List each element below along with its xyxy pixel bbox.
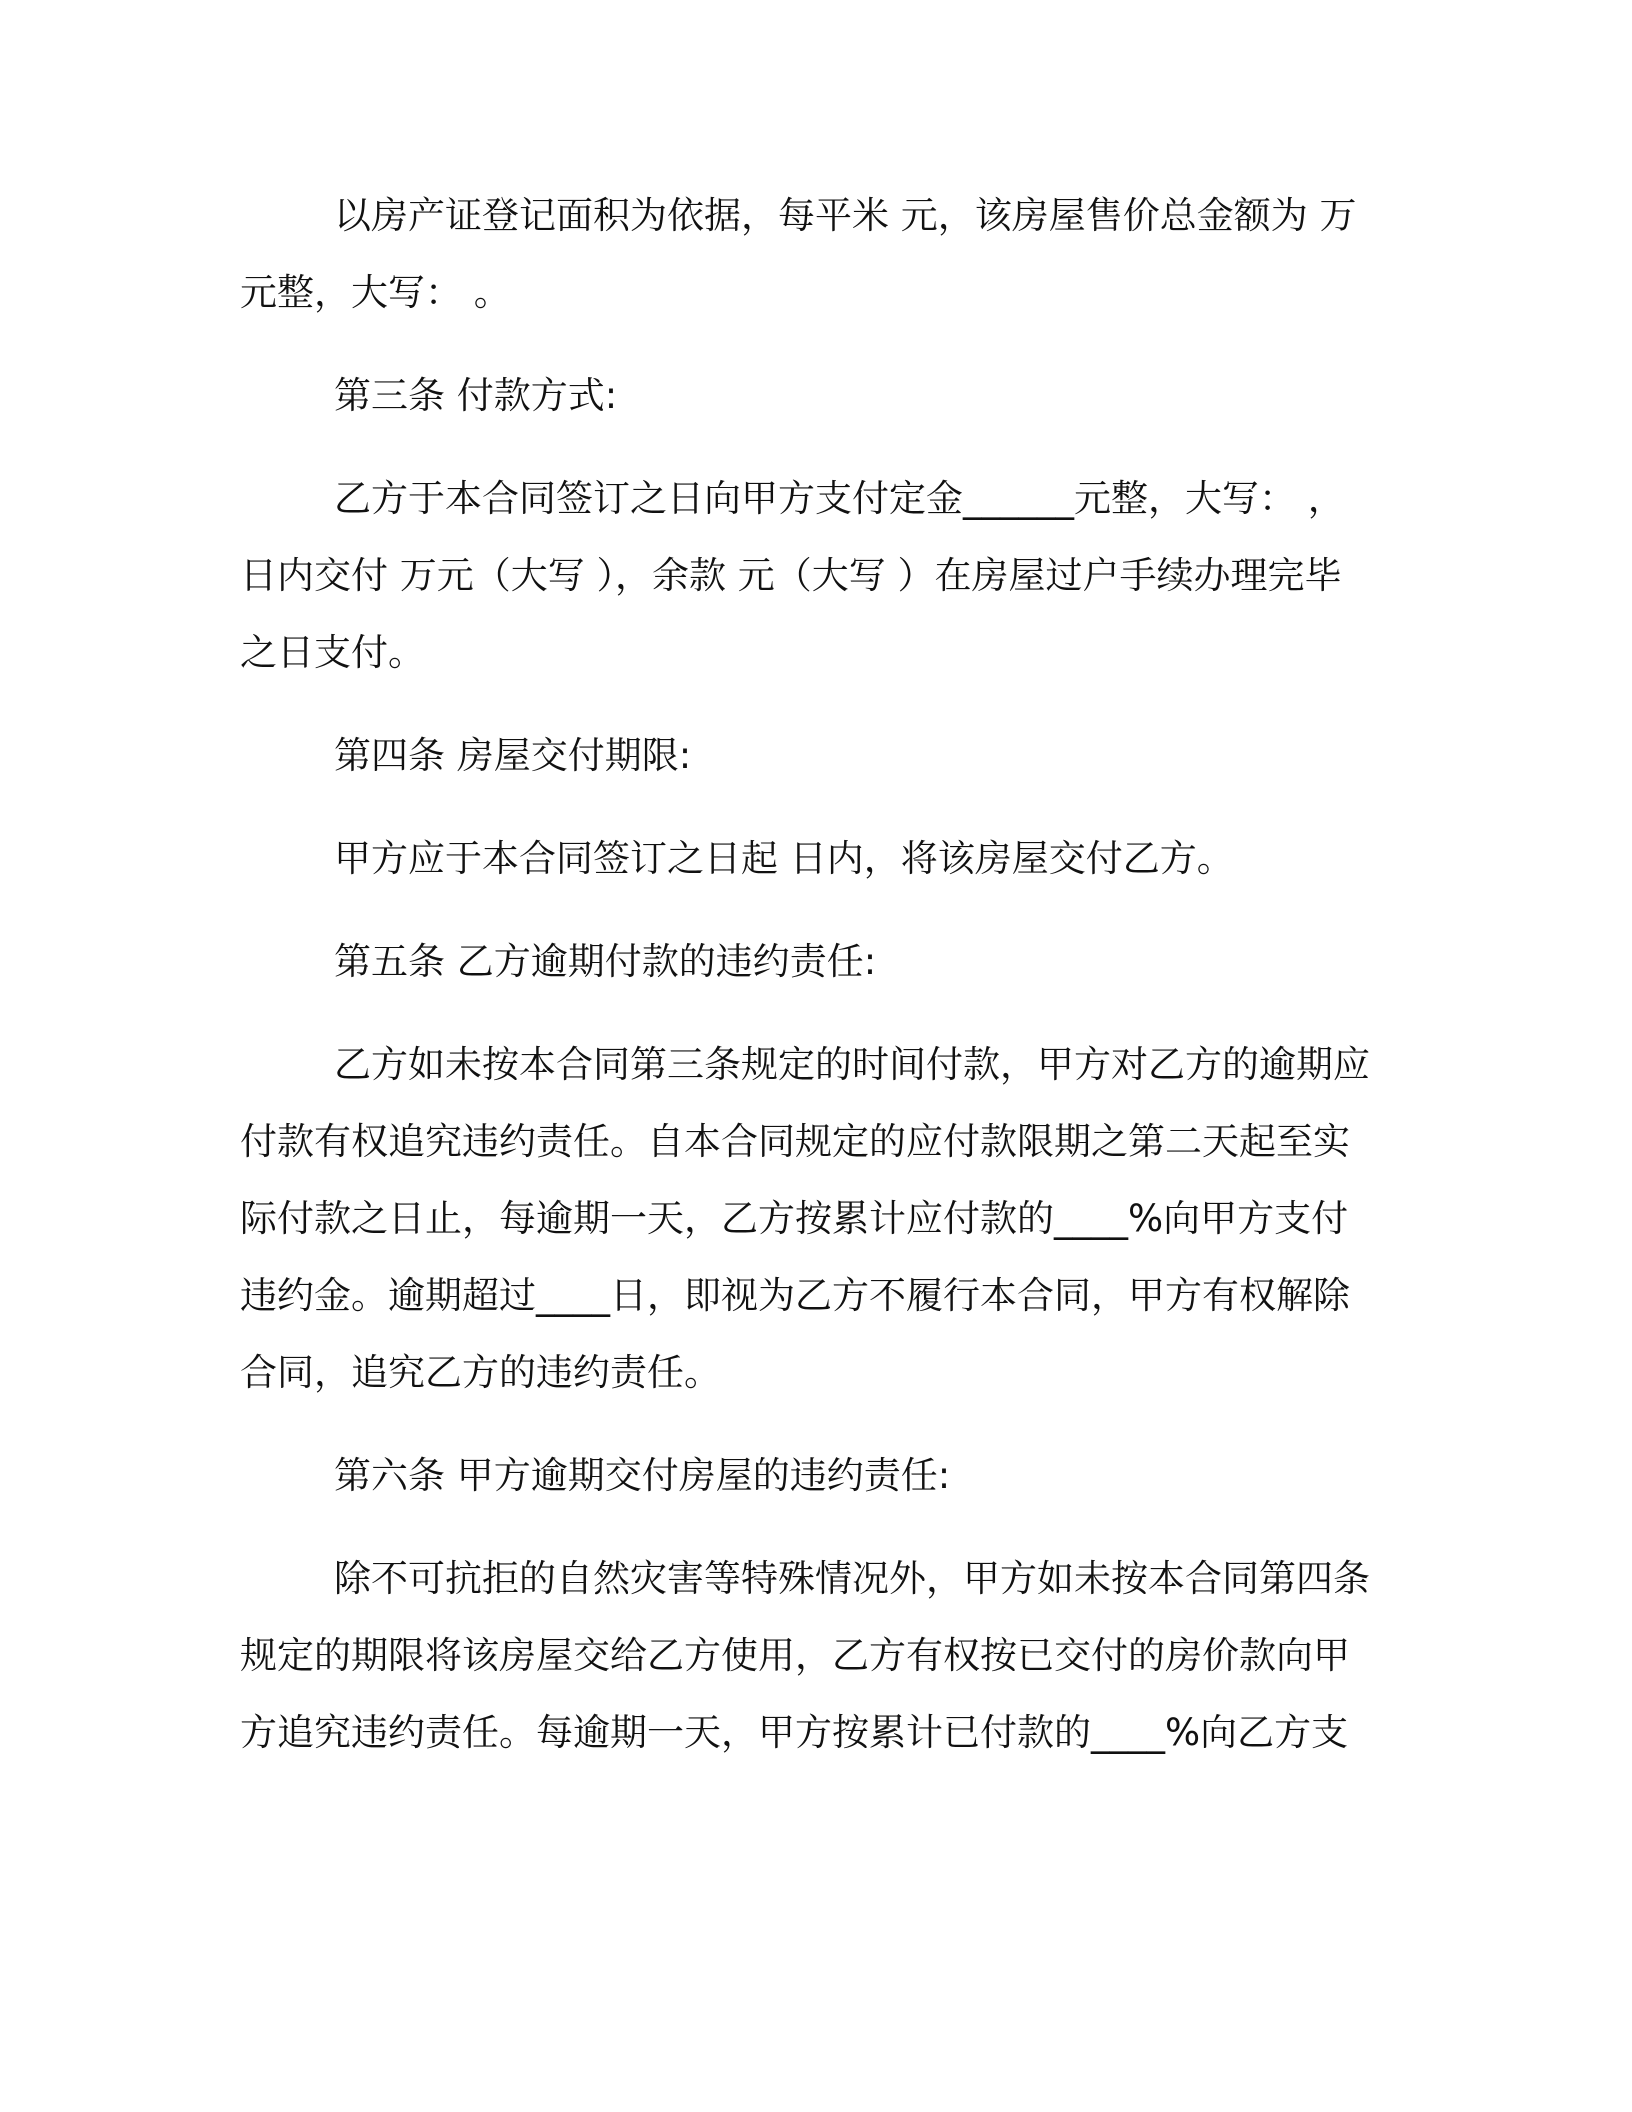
paragraph-line: 甲方应于本合同签订之日起 日内，将该房屋交付乙方。 <box>334 837 1234 880</box>
paragraph-line: 付款有权追究违约责任。自本合同规定的应付款限期之第二天起至实 <box>240 1120 1350 1163</box>
paragraph-line: 方追究违约责任。每逾期一天，甲方按累计已付款的____%向乙方支 <box>240 1711 1349 1754</box>
paragraph-line: 元整，大写： 。 <box>240 271 511 314</box>
paragraph-line: 乙方于本合同签订之日向甲方支付定金______元整，大写： ， <box>334 477 1345 520</box>
paragraph-line: 际付款之日止，每逾期一天，乙方按累计应付款的____%向甲方支付 <box>240 1197 1349 1240</box>
paragraph-line: 日内交付 万元（大写 ），余款 元（大写 ）在房屋过户手续办理完毕 <box>240 554 1342 597</box>
paragraph-line: 以房产证登记面积为依据，每平米 元，该房屋售价总金额为 万 <box>334 194 1357 237</box>
paragraph-line: 规定的期限将该房屋交给乙方使用，乙方有权按已交付的房价款向甲 <box>240 1634 1350 1677</box>
section-heading: 第六条 甲方逾期交付房屋的违约责任: <box>334 1454 951 1497</box>
paragraph-line: 违约金。逾期超过____日，即视为乙方不履行本合同，甲方有权解除 <box>240 1274 1350 1317</box>
paragraph-line: 乙方如未按本合同第三条规定的时间付款，甲方对乙方的逾期应 <box>334 1043 1370 1086</box>
section-heading: 第三条 付款方式: <box>334 374 618 417</box>
paragraph-line: 之日支付。 <box>240 631 425 674</box>
section-heading: 第四条 房屋交付期限: <box>334 734 692 777</box>
paragraph-line: 合同，追究乙方的违约责任。 <box>240 1351 721 1394</box>
section-heading: 第五条 乙方逾期付款的违约责任: <box>334 940 877 983</box>
paragraph-line: 除不可抗拒的自然灾害等特殊情况外，甲方如未按本合同第四条 <box>334 1557 1370 1600</box>
